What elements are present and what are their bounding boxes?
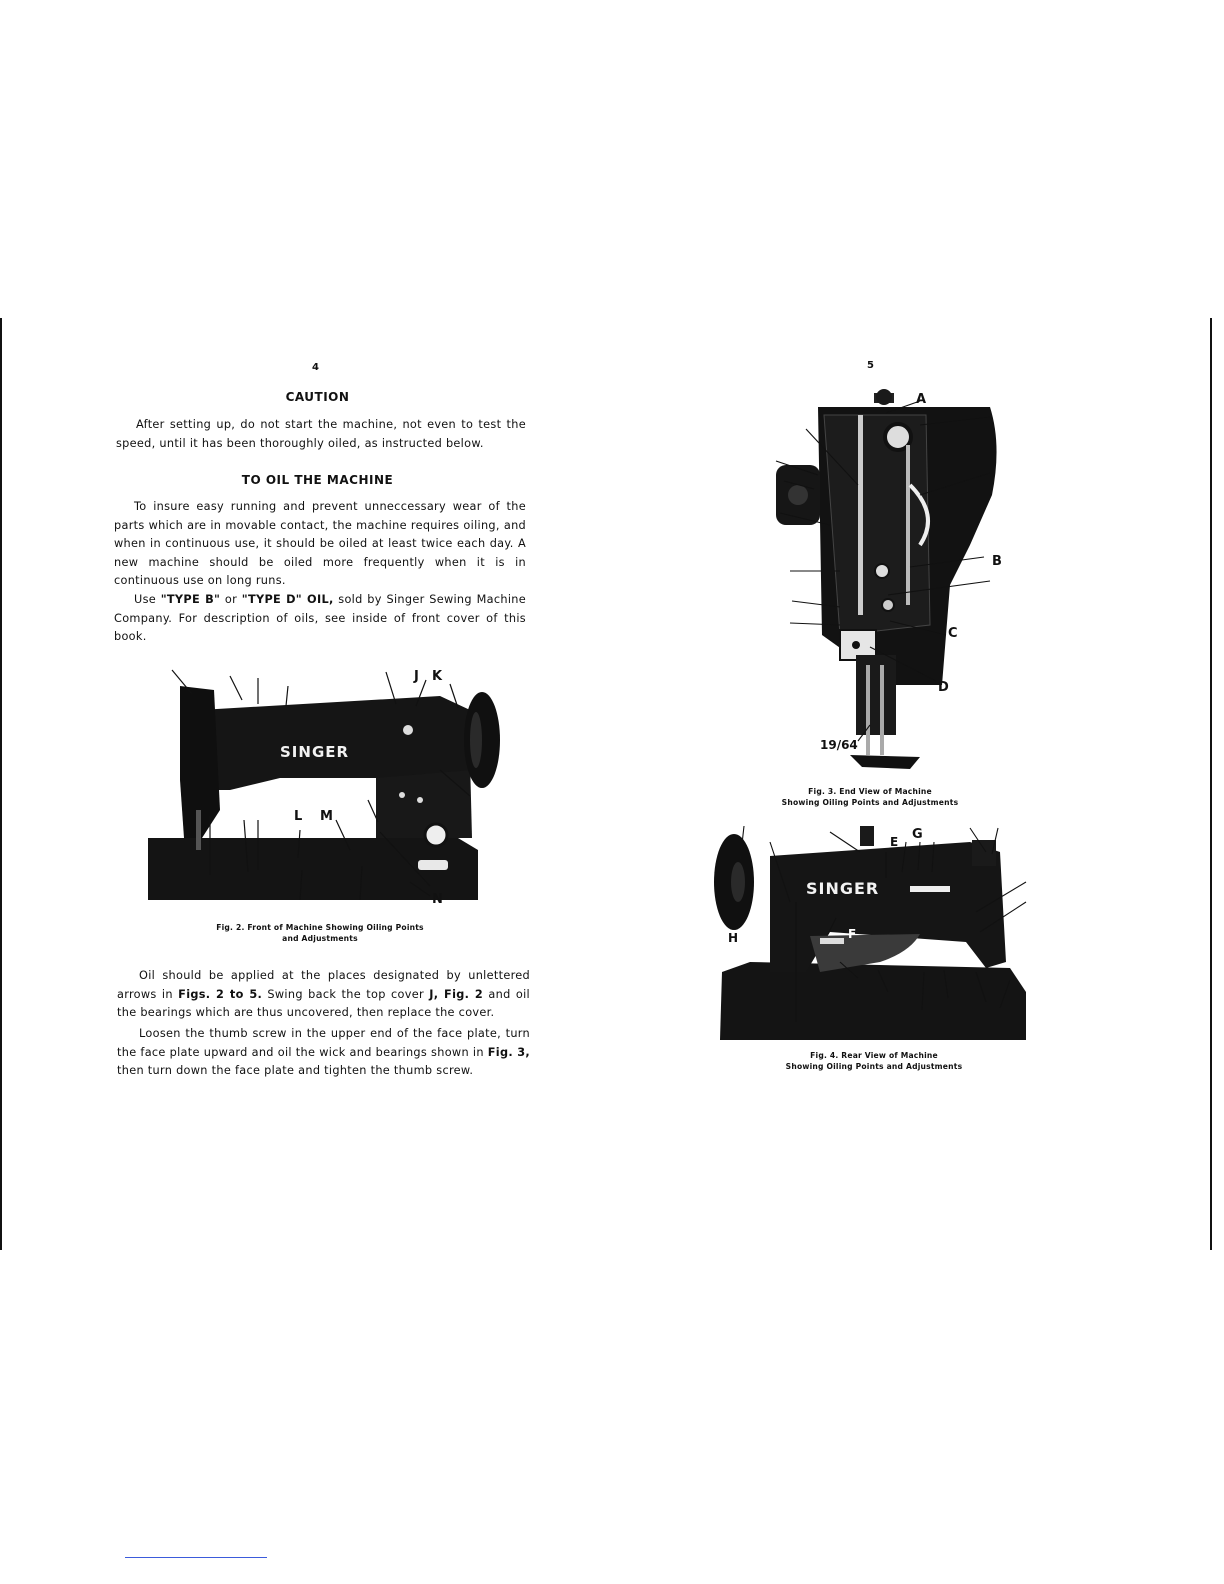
fig3-label-c: C (948, 626, 958, 641)
figure-4-caption: Fig. 4. Rear View of Machine Showing Oiling Points and Adjustments (785, 1051, 963, 1071)
oil-paragraph-2: Use "TYPE B" or "TYPE D" OIL, sold by Singer Sewing Machine Company. For description of oils, see inside of front cover of this book. (114, 593, 526, 643)
fig3-label-d: D (938, 680, 949, 695)
figure-2-front-of-machine (140, 660, 520, 910)
caution-text: After setting up, do not start the machine, not even to test the speed, until it has been thoroughly oiled, as instructed below. (116, 418, 526, 450)
oil-paragraph-3: Oil should be applied at the places designated by unlettered arrows in Figs. 2 to 5. Swing back the top cover J, Fig. 2 and oil the bearings which are thus uncovered, then replace the cover. (117, 969, 530, 1019)
fig2-label-l: L (294, 809, 303, 824)
right-page-number: 5 (867, 360, 874, 371)
figure-3-caption: Fig. 3. End View of Machine Showing Oiling Points and Adjustments (781, 787, 959, 807)
fig4-label-g: G (912, 827, 923, 842)
fig4-label-f: F (848, 927, 857, 941)
page-left-border (0, 318, 2, 1250)
fig3-label-a: A (916, 392, 927, 407)
fig2-brand: SINGER (280, 743, 350, 761)
fig3-measurement: 19/64 (820, 738, 858, 752)
fig4-label-h: H (728, 931, 739, 945)
bottom-rule (125, 1557, 267, 1558)
fig4-brand: SINGER (806, 879, 880, 898)
page-right-border (1210, 318, 1212, 1250)
fig2-label-n: N (432, 892, 443, 907)
fig2-label-m: M (320, 809, 333, 824)
fig4-label-e: E (890, 835, 899, 849)
figure-4-rear-view (710, 822, 1028, 1042)
oil-paragraph-4: Loosen the thumb screw in the upper end of the face plate, turn the face plate upward and oil the wick and bearings shown in Fig. 3, then turn down the face plate and tighten the thumb screw. (117, 1027, 530, 1077)
figure-3-end-view (770, 385, 1010, 780)
fig2-label-j: J (414, 669, 419, 684)
left-page-number: 4 (312, 362, 319, 373)
oil-paragraph-1: To insure easy running and prevent unneccessary wear of the parts which are in movable contact, the machine requires oiling, and when in continuous use, it should be oiled at least twice each day. A new machine should be oiled more frequently when it is in continuous use on long runs. (114, 500, 526, 587)
fig3-label-b: B (992, 554, 1002, 569)
oil-machine-heading: TO OIL THE MACHINE (241, 473, 394, 487)
caution-heading: CAUTION (285, 390, 350, 404)
figure-2-caption: Fig. 2. Front of Machine Showing Oiling Points and Adjustments (216, 923, 424, 943)
fig2-label-k: K (432, 669, 443, 684)
